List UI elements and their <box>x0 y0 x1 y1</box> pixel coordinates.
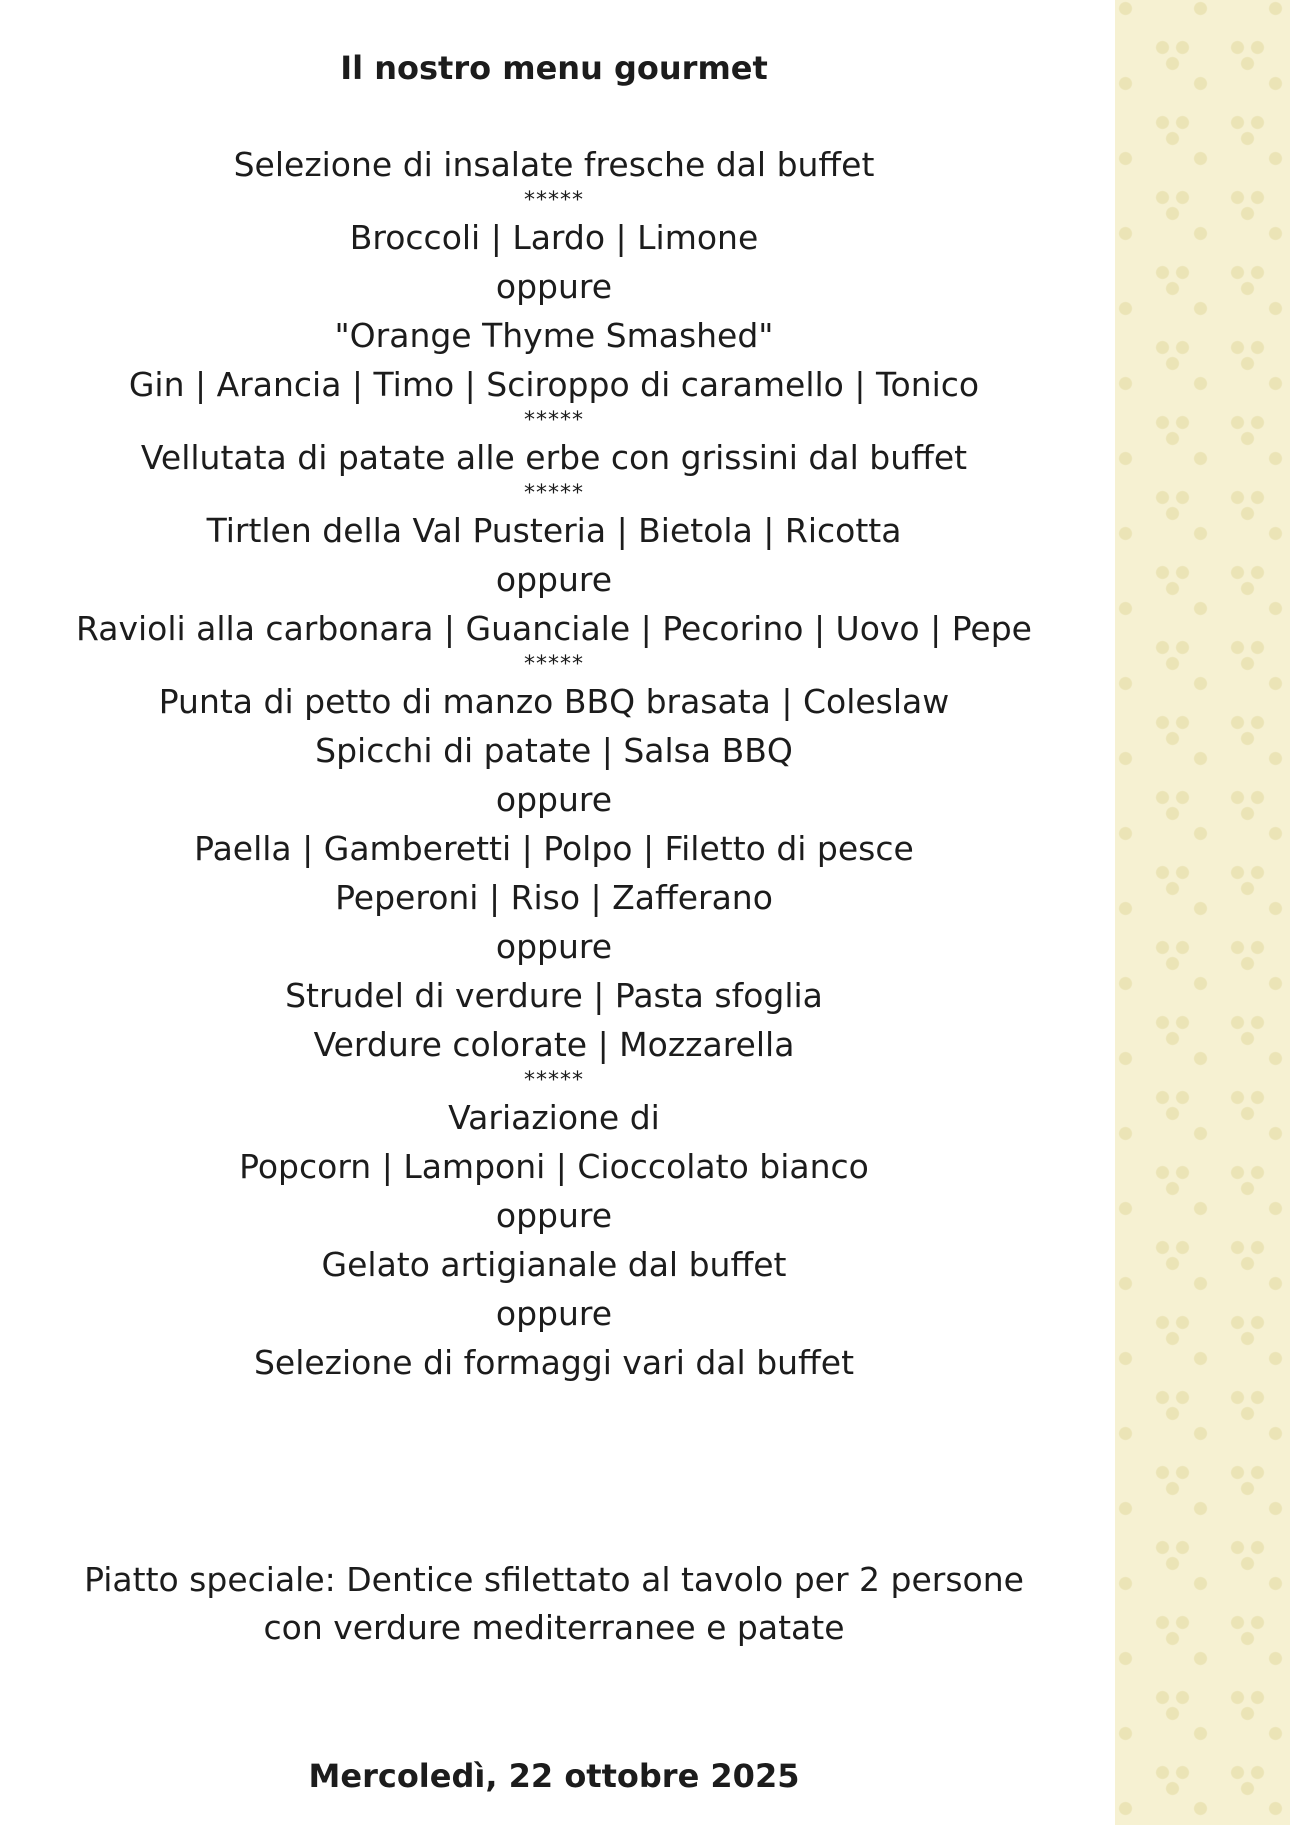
menu-line: Ravioli alla carbonara | Guanciale | Pecorino | Uovo | Pepe <box>76 609 1032 648</box>
menu-line: Gin | Arancia | Timo | Sciroppo di caramello | Tonico <box>128 365 980 404</box>
decorative-pattern-strip <box>1115 0 1290 1825</box>
menu-line: oppure <box>495 1294 613 1333</box>
course-separator: ***** <box>524 481 584 506</box>
menu-line: Tirtlen della Val Pusteria | Bietola | Ricotta <box>206 511 902 550</box>
menu-line: oppure <box>495 560 613 599</box>
course-separator: ***** <box>524 1068 584 1093</box>
special-dish-line-2: con verdure mediterranee e patate <box>263 1608 845 1647</box>
menu-line: oppure <box>495 780 613 819</box>
menu-line: Broccoli | Lardo | Limone <box>349 218 759 257</box>
menu-line: oppure <box>495 267 613 306</box>
menu-line: Vellutata di patate alle erbe con grissini dal buffet <box>140 438 968 477</box>
menu-line: oppure <box>495 927 613 966</box>
menu-title: Il nostro menu gourmet <box>340 49 768 87</box>
special-dish <box>0 1556 1108 1652</box>
special-dish-label: Piatto speciale: <box>84 1560 336 1599</box>
menu-date: Mercoledì, 22 ottobre 2025 <box>308 1757 800 1795</box>
course-separator: ***** <box>524 408 584 433</box>
menu-line: Popcorn | Lamponi | Cioccolato bianco <box>239 1147 869 1186</box>
menu-line: Peperoni | Riso | Zafferano <box>335 878 773 917</box>
menu-line: Selezione di formaggi vari dal buffet <box>253 1343 855 1382</box>
menu-line: Variazione di <box>448 1098 660 1137</box>
course-separator: ***** <box>524 652 584 677</box>
menu-line: Verdure colorate | Mozzarella <box>313 1025 795 1064</box>
menu-line: oppure <box>495 1196 613 1235</box>
course-separator: ***** <box>524 188 584 213</box>
menu-line: Selezione di insalate fresche dal buffet <box>233 145 875 184</box>
special-dish-text: Dentice sfilettato al tavolo per 2 persone <box>335 1560 1024 1599</box>
menu-line: Punta di petto di manzo BBQ brasata | Coleslaw <box>158 682 950 721</box>
menu-line: Strudel di verdure | Pasta sfoglia <box>285 976 823 1015</box>
menu-line: "Orange Thyme Smashed" <box>334 316 774 355</box>
menu-line: Spicchi di patate | Salsa BBQ <box>315 731 793 770</box>
menu-lines <box>0 140 1108 1387</box>
menu-line: Paella | Gamberetti | Polpo | Filetto di pesce <box>194 829 914 868</box>
menu-line: Gelato artigianale dal buffet <box>321 1245 787 1284</box>
special-dish-line-1 <box>0 1556 1108 1604</box>
